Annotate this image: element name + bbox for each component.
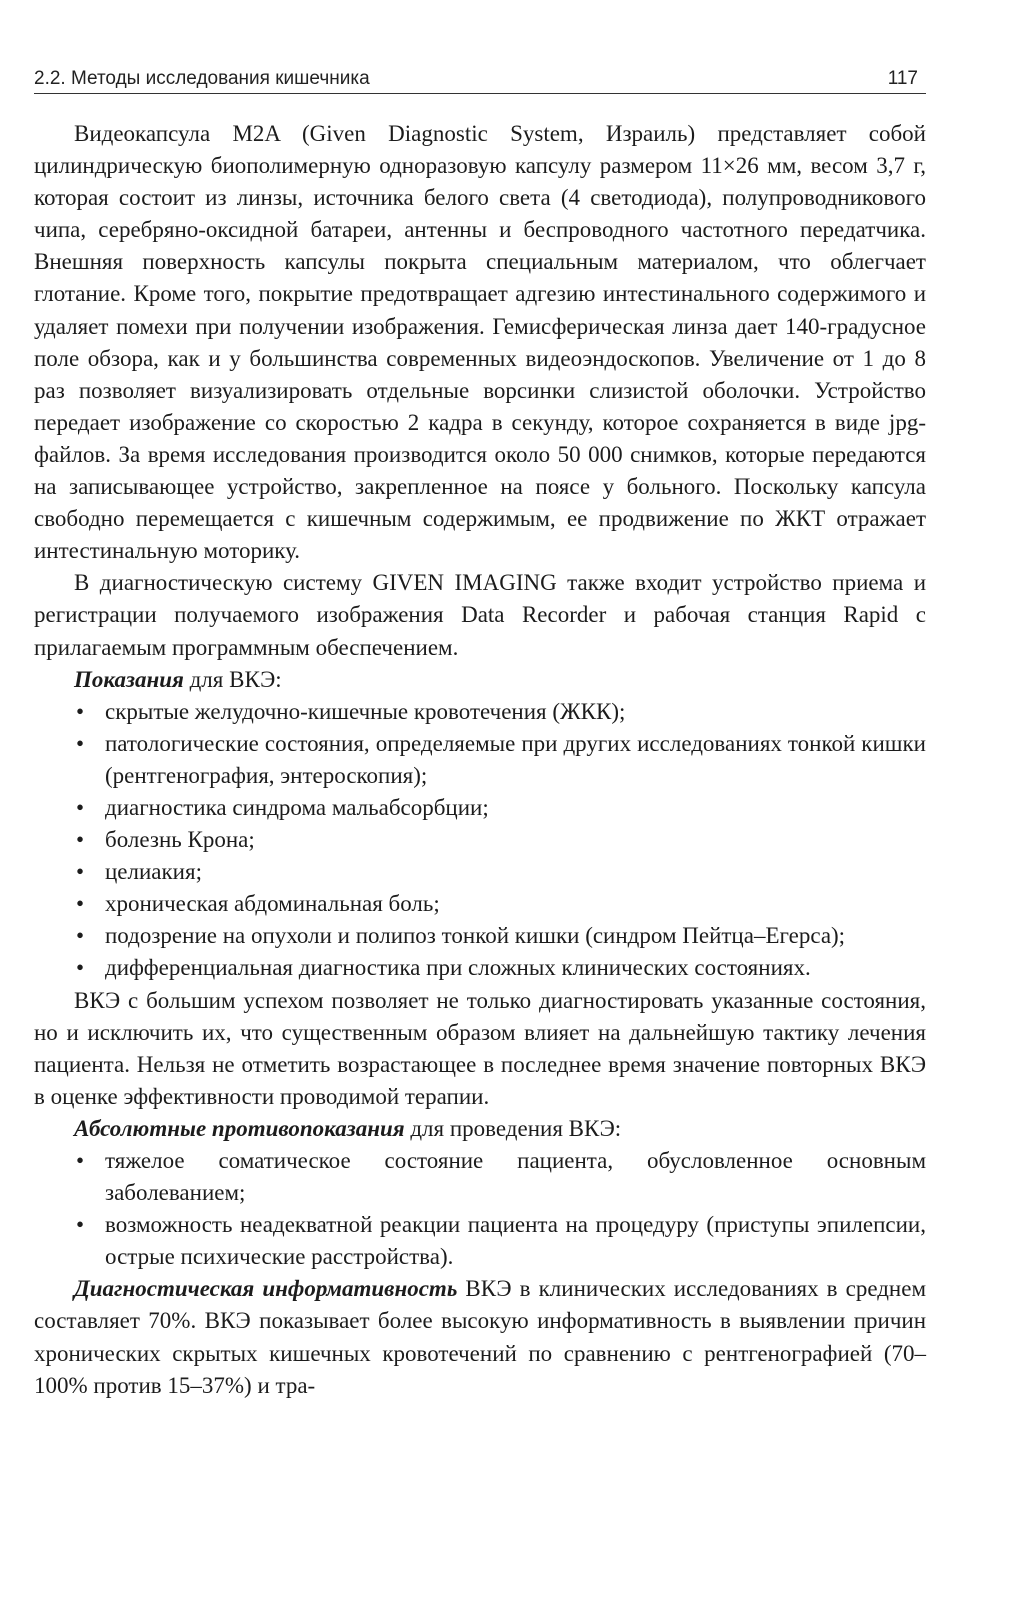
list-item: • патологические состояния, определяемые при других исследованиях тонкой кишки (рентгенография, энтероскопия); <box>74 728 926 792</box>
list-item: • дифференциальная диагностика при сложных клинических состояниях. <box>74 952 926 984</box>
indications-list <box>34 696 926 985</box>
list-item: • возможность неадекватной реакции пациента на процедуру (приступы эпилепсии, острые психические расстройства). <box>74 1209 926 1273</box>
body-text <box>34 118 926 1402</box>
running-header <box>34 68 926 94</box>
list-item: • целиакия; <box>74 856 926 888</box>
section-title: 2.2. Методы исследования кишечника <box>34 68 370 89</box>
paragraph-capsule-description: Видеокапсула M2A (Given Diagnostic System, Израиль) представляет собой цилиндрическую биополимерную одноразовую капсулу размером 11×26 мм, весом 3,7 г, которая состоит из линзы, источника белого света (4 светодиода), полупроводникового чипа, серебряно-оксидной батареи, антенны и беспроводного частотного передатчика. Внешняя поверхность капсулы покрыта специальным материалом, что облегчает глотание. Кроме того, покрытие предотвращает адгезию интестинального содержимого и удаляет помехи при получении изображения. Гемисферическая линза дает 140-градусное поле обзора, как и у большинства современных видеоэндоскопов. Увеличение от 1 до 8 раз позволяет визуализировать отдельные ворсинки слизистой оболочки. Устройство передает изображение со скоростью 2 кадра в секунду, которое сохраняется в виде jpg-файлов. За время исследования производится около 50 000 снимков, которые передаются на записывающее устройство, закрепленное на поясе у больного. Поскольку капсула свободно перемещается с кишечным содержимым, ее продвижение по ЖКТ отражает интестинальную моторику. <box>34 121 926 564</box>
page-number: 117 <box>887 68 918 89</box>
list-item: • хроническая абдоминальная боль; <box>74 888 926 920</box>
indications-suffix: для ВКЭ: <box>183 666 282 692</box>
contraindications-heading <box>34 1113 926 1145</box>
contraindications-list <box>34 1145 926 1273</box>
paragraph-vke-success: ВКЭ с большим успехом позволяет не только диагностировать указанные состояния, но и исключить их, что существенным образом влияет на дальнейшую тактику лечения пациента. Нельзя не отметить возрастающее в последнее время значение повторных ВКЭ в оценке эффективности проводимой терапии. <box>34 987 926 1109</box>
contraindications-label: Абсолютные противопоказания <box>74 1115 405 1141</box>
list-item: • подозрение на опухоли и полипоз тонкой кишки (синдром Пейтца–Егерса); <box>74 920 926 952</box>
list-item: • диагностика синдрома мальабсорбции; <box>74 792 926 824</box>
book-page <box>34 68 926 1402</box>
indications-heading <box>34 664 926 696</box>
diagnostic-text: ВКЭ в клинических исследованиях в среднем составляет 70%. ВКЭ показывает более высокую информативность в выявлении причин хронических скрытых кишечных кровотечений по сравнению с рентгенографией (70–100% против 15–37%) и тра- <box>34 1276 926 1398</box>
list-item: • болезнь Крона; <box>74 824 926 856</box>
paragraph-given-imaging: В диагностическую систему GIVEN IMAGING также входит устройство приема и регистрации получаемого изображения Data Recorder и рабочая станция Rapid с прилагаемым программным обеспечением. <box>34 570 926 660</box>
diagnostic-label: Диагностическая информативность <box>74 1276 458 1302</box>
list-item: • скрытые желудочно-кишечные кровотечения (ЖКК); <box>74 696 926 728</box>
contraindications-suffix: для проведения ВКЭ: <box>404 1115 622 1141</box>
indications-label: Показания <box>74 666 184 692</box>
list-item: • тяжелое соматическое состояние пациента, обусловленное основным заболеванием; <box>74 1145 926 1209</box>
paragraph-diagnostic-informativeness <box>34 1273 926 1401</box>
